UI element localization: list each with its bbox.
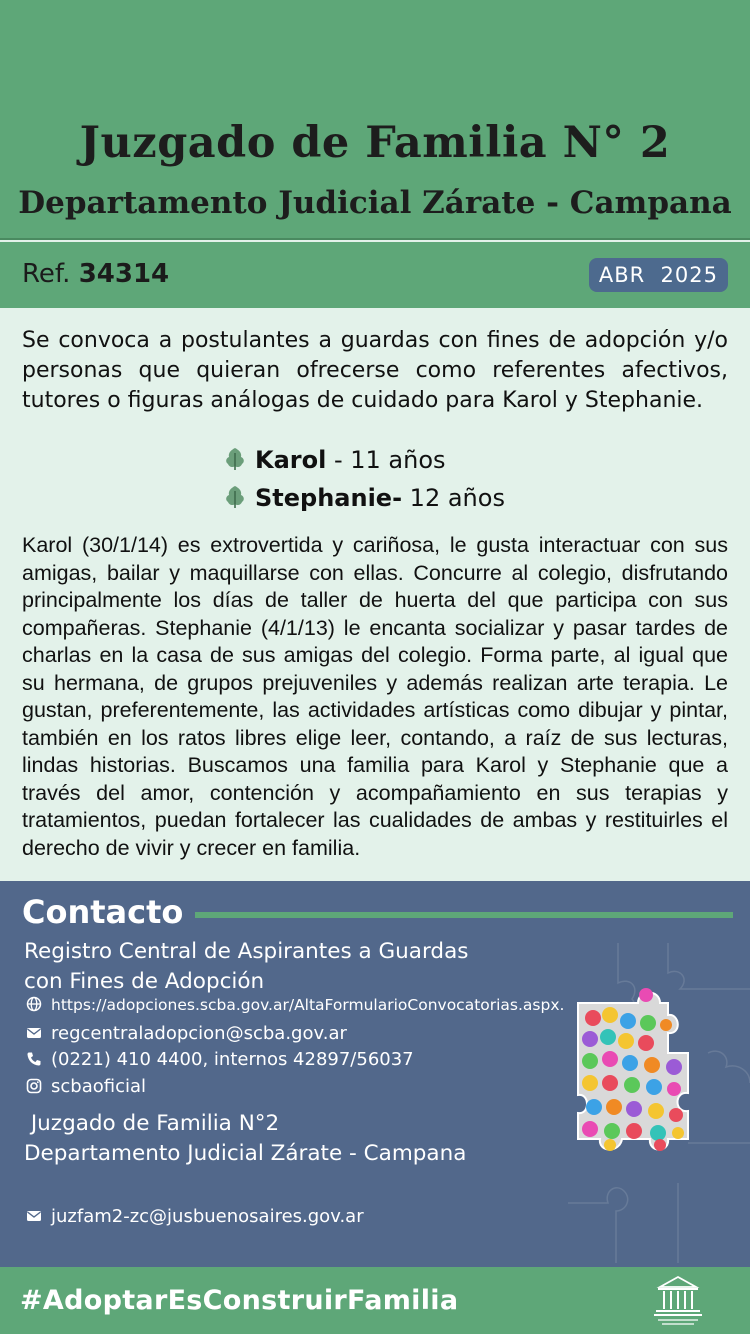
footer [0,1267,750,1334]
child-age: - 11 años [326,446,446,474]
registry-line: con Fines de Adopción [24,969,265,994]
court-line: Departamento Judicial Zárate - Campana [24,1141,467,1166]
phone-icon [26,1051,42,1067]
hashtag[interactable]: #AdoptarEsConstruirFamilia [20,1285,459,1316]
page-title: Juzgado de Familia N° 2 [79,118,671,168]
page-subtitle: Departamento Judicial Zárate - Campana [18,185,732,221]
email-link[interactable]: regcentraladopcion@scba.gov.ar [51,1023,347,1044]
instagram-icon [26,1078,42,1094]
leaf-icon [225,485,245,509]
reference-bar [0,242,750,308]
puzzle-hearts-image [568,943,750,1263]
contact-title: Contacto [22,893,184,931]
child-item [225,446,446,474]
phone-row[interactable] [26,1049,414,1070]
date-badge: ABR 2025 [589,258,728,292]
child-name: Stephanie- [255,484,403,512]
leaf-icon [225,447,245,471]
website-row[interactable] [26,996,564,1014]
header [0,0,750,240]
reference [22,259,169,289]
court-title [24,1109,466,1169]
envelope-icon [26,1025,42,1041]
court-email-row[interactable] [26,1206,364,1227]
contact-section [0,881,750,1267]
court-logo-icon [648,1273,708,1329]
child-name: Karol [255,446,327,474]
email-row[interactable] [26,1023,347,1044]
registry-line: Registro Central de Aspirantes a Guardas [24,939,469,964]
instagram-handle[interactable]: scbaoficial [51,1076,147,1097]
child-item [225,484,505,512]
intro-text: Se convoca a postulantes a guardas con fines de adopción y/o personas que quieran ofrecerse como referentes afectivos, tutores o figuras análogas de cuidado para Karol y Stephanie. [22,328,728,413]
court-email-link[interactable]: juzfam2-zc@jusbuenosaires.gov.ar [51,1206,364,1227]
description-text: Karol (30/1/14) es extrovertida y cariñosa, le gusta interactuar con sus amigas, bailar y maquillarse con ellas. Concurre al colegio, disfrutando principalmente los días de taller de huerta del que participa con sus compañeras. Stephanie (4/1/13) le encanta socializar y pasar tardes de charlas en la casa de sus amigas del colegio. Forma parte, al igual que su hermana, de grupos prejuveniles y además realizan arte terapia. Le gustan, preferentemente, las actividades artísticas como dibujar y pintar, también en los ratos libres elige leer, contando, a raíz de sus lecturas, lindas historias. Buscamos una familia para Karol y Stephanie que a través del amor, contención y acompañamiento en sus terapias y tratamientos, puedan fortalecer las cualidades de ambas y restituirles el derecho de vivir y crecer en familia. [22,533,728,860]
website-link[interactable]: https://adopciones.scba.gov.ar/AltaFormularioConvocatorias.aspx. [51,996,565,1014]
envelope-icon [26,1208,42,1224]
phone-number: (0221) 410 4400, internos 42897/56037 [51,1049,414,1070]
court-line: Juzgado de Familia N°2 [24,1111,280,1136]
registry-title [24,937,468,997]
divider [195,912,733,918]
instagram-row[interactable] [26,1076,146,1097]
reference-label: Ref. [22,259,71,289]
globe-icon [26,996,42,1012]
child-age: 12 años [402,484,505,512]
reference-number: 34314 [78,259,170,289]
